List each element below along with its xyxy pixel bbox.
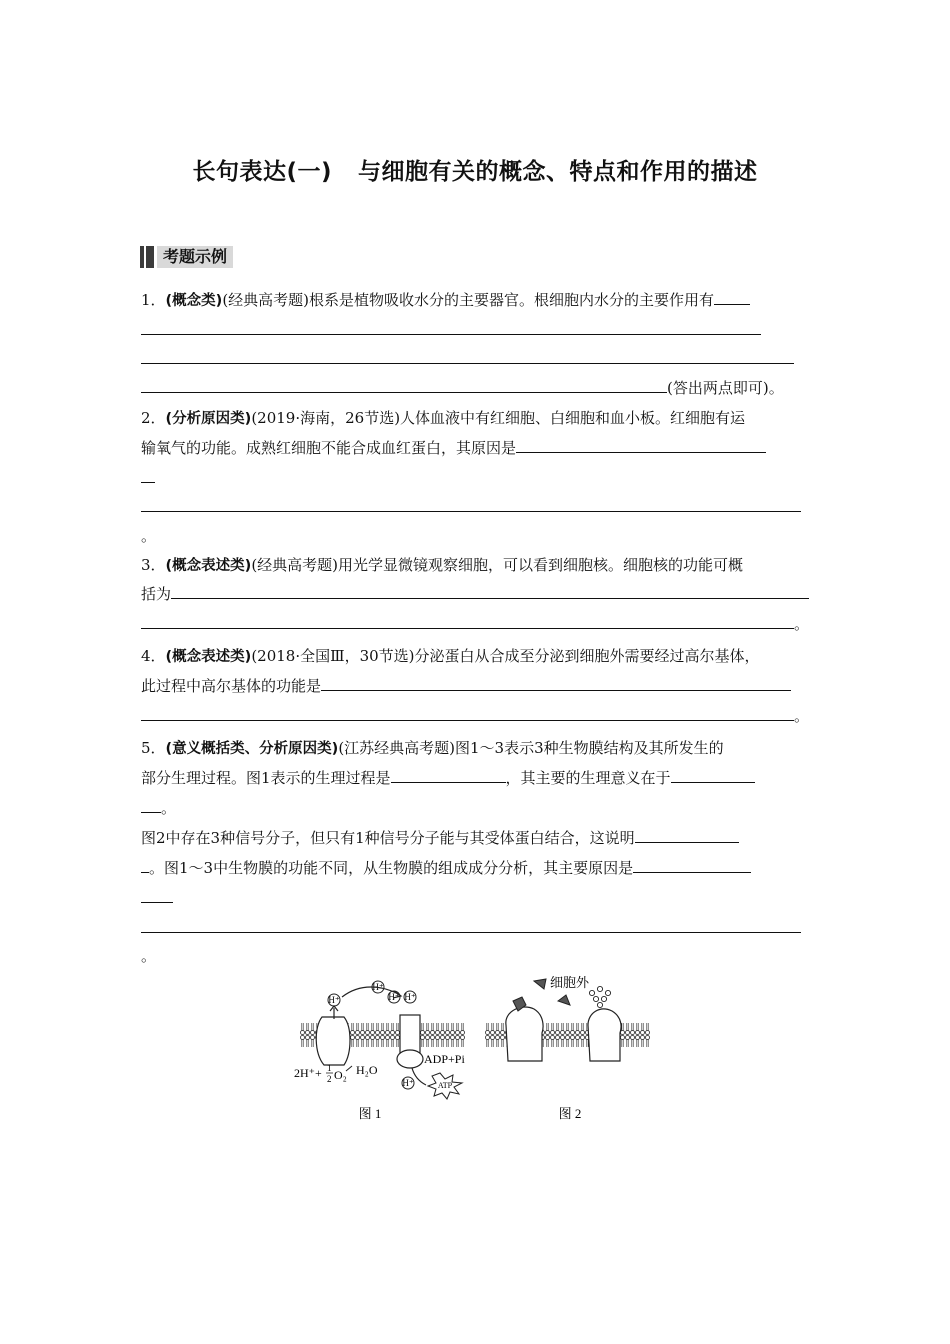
q4-line-1: 4．(概念表述类)(2018·全国Ⅲ，30节选)分泌蛋白从合成至分泌到细胞外需要经过高尔基体， (141, 647, 760, 665)
figure-2 (485, 975, 650, 1121)
q4-line-2: 此过程中高尔基体的功能是 (141, 676, 791, 696)
q5-line-3: 。 (141, 798, 176, 818)
answer-blank[interactable] (141, 320, 761, 335)
answer-blank[interactable] (141, 798, 161, 813)
q1-tag: (概念类) (165, 293, 223, 309)
q3-tag: (概念表述类) (165, 558, 252, 574)
answer-blank[interactable] (391, 768, 506, 783)
q5-line-5: 。图1～3中生物膜的功能不同，从生物膜的组成成分分析，其主要原因是 (141, 858, 751, 878)
answer-blank[interactable] (516, 438, 766, 453)
svg-text:H₂O: H₂O (356, 1063, 378, 1077)
q1-line-4: (答出两点即可)。 (141, 378, 784, 398)
figure-1 (294, 981, 465, 1121)
answer-blank[interactable] (141, 706, 794, 721)
atp-synthase-head (397, 1050, 423, 1068)
membrane-figure (290, 975, 660, 1125)
answer-blank[interactable] (321, 676, 791, 691)
title-right: 与细胞有关的概念、特点和作用的描述 (358, 159, 758, 185)
answer-blank[interactable] (141, 497, 801, 512)
svg-text:H⁺: H⁺ (402, 1078, 414, 1088)
receptor-protein-left (506, 1007, 543, 1061)
svg-text:O₂: O₂ (334, 1068, 347, 1082)
q3-line-1: 3．(概念表述类)(经典高考题)用光学显微镜观察细胞，可以看到细胞核。细胞核的功能可概 (141, 556, 744, 574)
svg-text:ATP: ATP (437, 1081, 453, 1090)
receptor-protein-right (588, 1009, 621, 1061)
q3-line-3: 。 (141, 614, 809, 634)
q3-line-2: 括为 (141, 584, 809, 604)
section-label: 考题示例 (157, 246, 233, 268)
q2-line-5: 。 (141, 527, 157, 545)
svg-text:图 2: 图 2 (558, 1106, 582, 1121)
q1-line-2 (141, 320, 761, 340)
q2-line-4 (141, 497, 801, 517)
q2-line-3 (141, 468, 155, 488)
q1-line-3 (141, 349, 794, 369)
answer-blank[interactable] (633, 858, 751, 873)
q5-tag: (意义概括类、分析原因类) (165, 741, 339, 757)
atp-synthase-channel (400, 1015, 420, 1053)
q5-line-1: 5．(意义概括类、分析原因类)(江苏经典高考题)图1～3表示3种生物膜结构及其所发生的 (141, 739, 724, 757)
section-marker-icon (140, 246, 154, 268)
answer-blank[interactable] (141, 858, 149, 873)
svg-text:2H⁺+: 2H⁺+ (294, 1066, 322, 1080)
page-title (0, 153, 950, 186)
signal-molecule-icon (534, 979, 546, 989)
svg-text:图 1: 图 1 (358, 1106, 382, 1121)
title-left: 长句表达(一) (192, 159, 333, 185)
q2-tag: (分析原因类) (165, 411, 252, 427)
svg-text:H⁺: H⁺ (388, 992, 400, 1002)
svg-text:细胞外: 细胞外 (550, 975, 590, 990)
svg-text:H⁺: H⁺ (372, 982, 384, 992)
signal-molecule-icon (558, 995, 570, 1005)
q2-line-2: 输氧气的功能。成熟红细胞不能合成血红蛋白，其原因是 (141, 438, 766, 458)
q1-line-1: 1．(概念类)(经典高考题)根系是植物吸收水分的主要器官。根细胞内水分的主要作用有 (141, 290, 750, 311)
svg-text:2: 2 (327, 1074, 332, 1084)
q5-line-4: 图2中存在3种信号分子，但只有1种信号分子能与其受体蛋白结合，这说明 (141, 828, 739, 848)
q4-tag: (概念表述类) (165, 649, 252, 665)
answer-blank[interactable] (141, 378, 667, 393)
answer-blank[interactable] (141, 614, 794, 629)
svg-text:ADP+Pi: ADP+Pi (424, 1052, 465, 1066)
answer-blank[interactable] (671, 768, 755, 783)
q5-line-7 (141, 918, 801, 938)
section-header (140, 245, 233, 269)
q4-line-3: 。 (141, 706, 809, 726)
answer-blank[interactable] (141, 888, 173, 903)
answer-blank[interactable] (141, 918, 801, 933)
svg-text:H⁺: H⁺ (328, 995, 340, 1005)
answer-blank[interactable] (171, 584, 809, 599)
answer-blank[interactable] (714, 290, 750, 305)
q5-line-8: 。 (141, 947, 157, 965)
answer-blank[interactable] (141, 349, 794, 364)
electron-transport-protein (316, 1017, 350, 1065)
answer-blank[interactable] (635, 828, 739, 843)
q5-line-2: 部分生理过程。图1表示的生理过程是 ，其主要的生理意义在于 (141, 768, 755, 788)
svg-text:H⁺: H⁺ (404, 992, 416, 1002)
svg-text:1: 1 (327, 1063, 332, 1073)
q5-line-6 (141, 888, 173, 908)
signal-molecule-icon (589, 986, 610, 1007)
answer-blank[interactable] (141, 468, 155, 483)
q2-line-1: 2．(分析原因类)(2019·海南，26节选)人体血液中有红细胞、白细胞和血小板。红细胞有运 (141, 409, 746, 427)
